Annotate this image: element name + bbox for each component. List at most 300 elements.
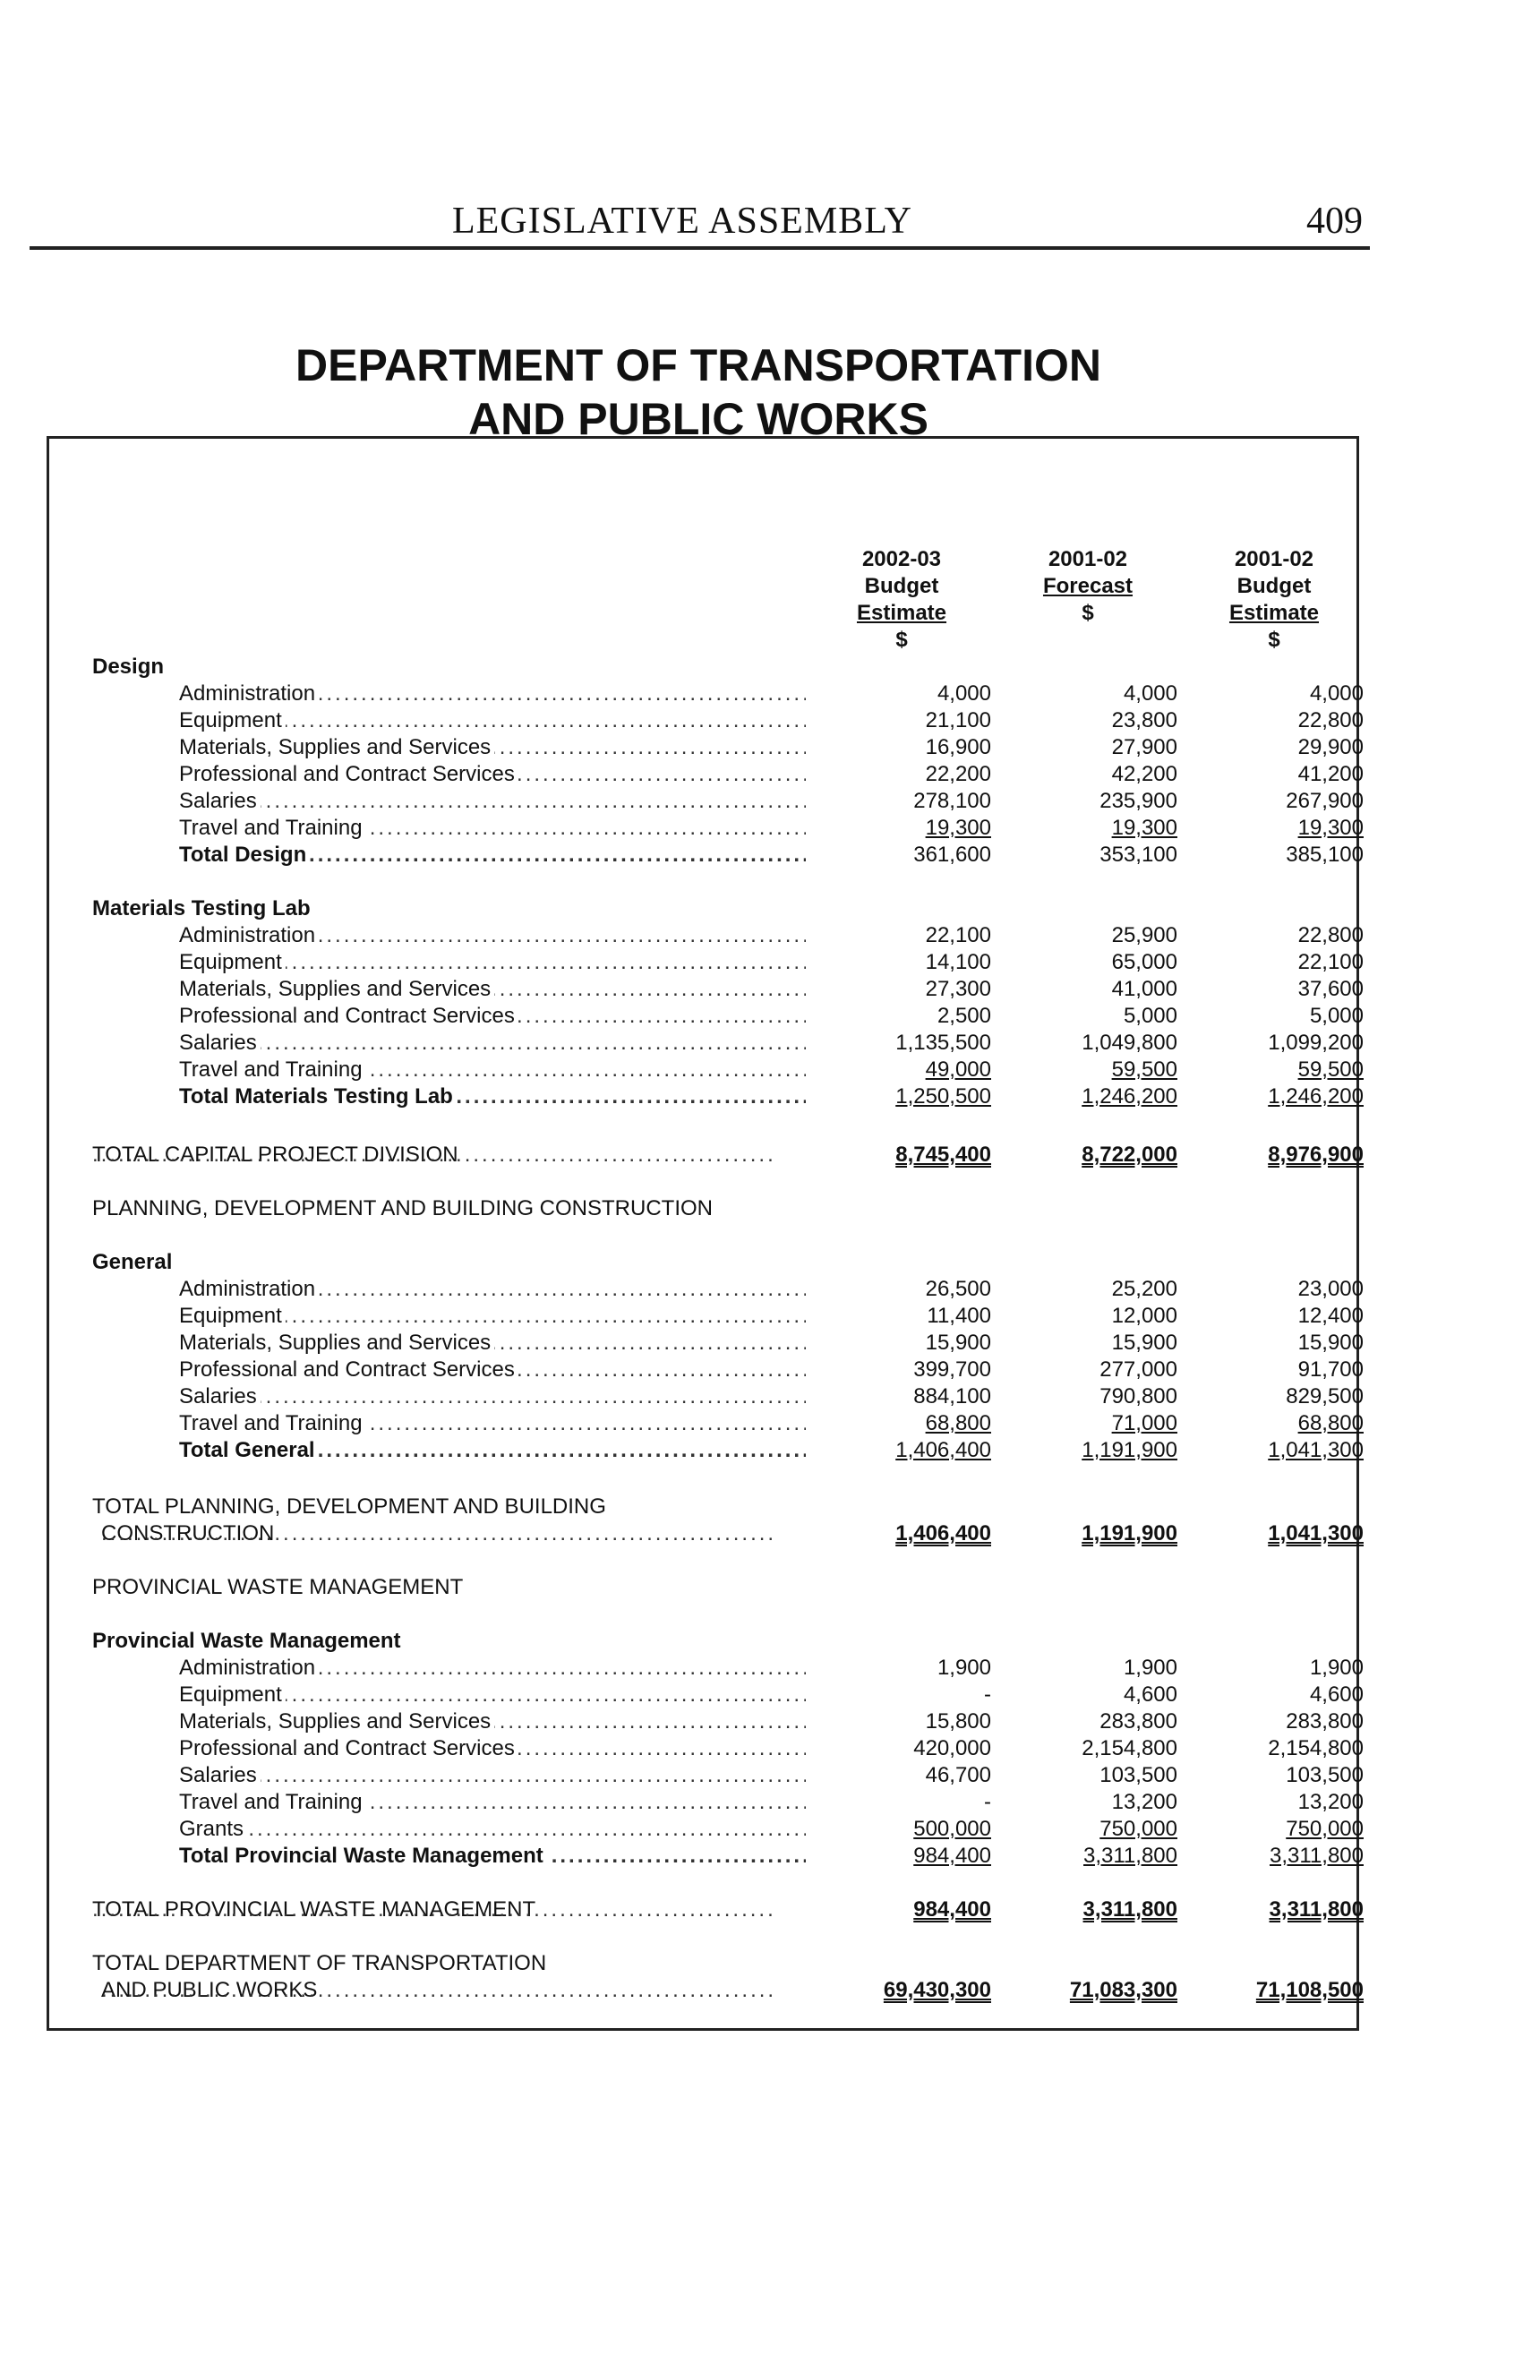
waste-row-3-value-2-text: 2,154,800 (1082, 1736, 1177, 1760)
general-total-row (49, 1437, 1364, 1464)
waste-total-row (49, 1843, 1364, 1870)
materials-row-2 (49, 976, 1364, 1003)
waste-row-6-value-3 (1211, 1816, 1364, 1843)
section-general-heading-row (49, 1249, 1356, 1276)
section-design-heading-row (49, 654, 1356, 681)
general-row-2-label: Materials, Supplies and Services (179, 1331, 494, 1355)
column-header-3-line-1: 2001-02 (1234, 547, 1314, 571)
waste-row-3-value-1-text: 420,000 (913, 1736, 991, 1760)
design-row-2 (49, 734, 1364, 761)
design-row-2-value-3 (1211, 734, 1364, 761)
waste-row-6 (49, 1816, 1364, 1843)
waste-total-row-value-1-text: 984,400 (913, 1844, 991, 1868)
planning-total-row-leader-dots (101, 1520, 773, 1547)
department-total-row-value-3 (1211, 1977, 1364, 2004)
planning-total-row-value-3-text: 1,041,300 (1268, 1521, 1364, 1545)
capital-project-total-row-label: TOTAL CAPITAL PROJECT DIVISION (92, 1143, 458, 1167)
capital-project-total-row-value-3-text: 8,976,900 (1268, 1143, 1364, 1167)
general-row-0-value-3-text: 23,000 (1297, 1277, 1364, 1301)
design-total-row (49, 842, 1364, 869)
waste-row-4-value-2 (1025, 1762, 1177, 1789)
design-row-1-value-1-text: 21,100 (925, 708, 991, 732)
general-row-1-value-3 (1211, 1303, 1364, 1330)
waste-row-0-value-1 (839, 1655, 991, 1682)
planning-total-row-label-cell (101, 1520, 773, 1547)
column-header-2-unit: $ (1082, 601, 1094, 625)
design-row-0-label: Administration (179, 681, 319, 706)
materials-row-0-label-cell (179, 922, 806, 949)
general-row-1-label: Equipment (179, 1304, 286, 1328)
general-row-4-value-1-text: 884,100 (913, 1384, 991, 1408)
design-total-row-value-1-text: 361,600 (913, 843, 991, 867)
materials-row-1-label-cell (179, 949, 806, 976)
waste-row-4 (49, 1762, 1364, 1789)
design-row-5 (49, 815, 1364, 842)
planning-total-row-value-1-text: 1,406,400 (895, 1521, 991, 1545)
design-total-row-value-3 (1211, 842, 1364, 869)
waste-row-0-value-2-text: 1,900 (1123, 1656, 1177, 1680)
design-total-row-label-cell (179, 842, 806, 869)
materials-total-row (49, 1083, 1364, 1110)
general-total-row-value-1 (839, 1437, 991, 1464)
materials-row-4-label: Salaries (179, 1031, 261, 1055)
general-total-row-value-1-text: 1,406,400 (895, 1438, 991, 1462)
design-row-5-value-1 (839, 815, 991, 842)
waste-row-6-value-2-text: 750,000 (1099, 1817, 1177, 1841)
waste-row-4-value-3 (1211, 1762, 1364, 1789)
waste-row-5-label: Travel and Training (179, 1790, 366, 1814)
design-row-2-value-1 (839, 734, 991, 761)
general-total-row-label-cell (179, 1437, 806, 1464)
department-total-row-value-2 (1025, 1977, 1177, 2004)
waste-row-0-value-1-text: 1,900 (937, 1656, 991, 1680)
materials-row-1-value-1 (839, 949, 991, 976)
waste-row-4-value-1 (839, 1762, 991, 1789)
general-row-5-value-1 (839, 1410, 991, 1437)
materials-row-5-value-2-text: 59,500 (1111, 1057, 1177, 1082)
materials-row-4-leader-dots (179, 1030, 806, 1057)
waste-division-heading: PROVINCIAL WASTE MANAGEMENT (92, 1575, 464, 1599)
design-row-4 (49, 788, 1364, 815)
design-row-0-value-3-text: 4,000 (1309, 681, 1364, 706)
design-row-4-label: Salaries (179, 789, 261, 813)
waste-management-total-row-value-2-text: 3,311,800 (1082, 1897, 1177, 1922)
general-row-4-value-2-text: 790,800 (1099, 1384, 1177, 1408)
waste-total-row-value-2-text: 3,311,800 (1083, 1844, 1177, 1868)
waste-row-0 (49, 1655, 1364, 1682)
design-row-1 (49, 707, 1364, 734)
waste-row-0-value-2 (1025, 1655, 1177, 1682)
waste-row-1-value-3-text: 4,600 (1309, 1682, 1364, 1707)
general-row-2-value-3 (1211, 1330, 1364, 1357)
general-row-1-value-2-text: 12,000 (1111, 1304, 1177, 1328)
waste-management-total-row-label-cell (92, 1896, 773, 1923)
general-row-0-label-cell (179, 1276, 806, 1303)
design-row-2-label-cell (179, 734, 806, 761)
running-head (30, 200, 1370, 250)
waste-row-5 (49, 1789, 1364, 1816)
materials-row-0-value-2 (1025, 922, 1177, 949)
page-number: 409 (1306, 201, 1363, 242)
general-row-2-value-2 (1025, 1330, 1177, 1357)
waste-row-2-value-3-text: 283,800 (1286, 1709, 1364, 1734)
waste-row-6-value-1 (839, 1816, 991, 1843)
waste-row-6-label: Grants (179, 1817, 247, 1841)
materials-row-3 (49, 1003, 1364, 1030)
waste-row-0-label-cell (179, 1655, 806, 1682)
section-materials-heading: Materials Testing Lab (92, 896, 311, 920)
department-total-row-value-2-text: 71,083,300 (1069, 1978, 1177, 2002)
column-header-3-line-2: Budget (1236, 574, 1312, 598)
waste-row-6-value-2 (1025, 1816, 1177, 1843)
general-total-row-value-3-text: 1,041,300 (1268, 1438, 1364, 1462)
general-row-0-value-2 (1025, 1276, 1177, 1303)
waste-total-row-value-1 (839, 1843, 991, 1870)
design-row-4-value-3-text: 267,900 (1286, 789, 1364, 813)
planning-total-row-value-2-text: 1,191,900 (1082, 1521, 1177, 1545)
waste-row-0-value-3-text: 1,900 (1309, 1656, 1364, 1680)
general-row-1-value-2 (1025, 1303, 1177, 1330)
design-row-1-label: Equipment (179, 708, 286, 732)
design-row-2-value-3-text: 29,900 (1297, 735, 1364, 759)
materials-row-0-label: Administration (179, 923, 319, 947)
materials-row-3-label-cell (179, 1003, 806, 1030)
department-total-line-1-row (49, 1950, 1356, 1977)
planning-division-heading: PLANNING, DEVELOPMENT AND BUILDING CONSTRUCTION (92, 1196, 713, 1220)
general-row-4-label: Salaries (179, 1384, 261, 1408)
materials-row-5 (49, 1057, 1364, 1083)
planning-total-row (49, 1520, 1364, 1547)
general-row-5 (49, 1410, 1364, 1437)
materials-row-5-label-cell (179, 1057, 806, 1083)
design-row-3-label: Professional and Contract Services (179, 762, 518, 786)
general-row-3-value-2-text: 277,000 (1099, 1357, 1177, 1382)
general-row-4-value-3-text: 829,500 (1286, 1384, 1364, 1408)
materials-row-0-value-1-text: 22,100 (925, 923, 991, 947)
department-total-row-leader-dots (101, 1977, 773, 2004)
general-row-1-value-1 (839, 1303, 991, 1330)
column-header-3-line-3: Estimate (1228, 601, 1320, 625)
waste-total-row-value-3 (1211, 1843, 1364, 1870)
planning-total-row-value-2 (1025, 1520, 1177, 1547)
planning-total-row-label: CONSTRUCTION (101, 1521, 275, 1545)
department-total-row-label: AND PUBLIC WORKS (101, 1978, 318, 2002)
waste-row-1-value-2-text: 4,600 (1123, 1682, 1177, 1707)
materials-total-row-value-2 (1025, 1083, 1177, 1110)
materials-row-4 (49, 1030, 1364, 1057)
materials-row-2-label: Materials, Supplies and Services (179, 977, 494, 1001)
materials-row-2-value-2 (1025, 976, 1177, 1003)
planning-total-line-1-row (49, 1494, 1356, 1520)
design-total-row-value-3-text: 385,100 (1286, 843, 1364, 867)
waste-row-3-value-2 (1025, 1735, 1177, 1762)
general-row-3-value-1 (839, 1357, 991, 1383)
waste-row-5-label-cell (179, 1789, 806, 1816)
waste-row-1 (49, 1682, 1364, 1708)
general-row-5-label: Travel and Training (179, 1411, 366, 1435)
general-row-0-value-2-text: 25,200 (1111, 1277, 1177, 1301)
waste-row-3-label-cell (179, 1735, 806, 1762)
materials-total-row-value-3 (1211, 1083, 1364, 1110)
estimates-table-frame (47, 436, 1364, 2031)
document-title (161, 338, 1236, 446)
general-row-5-value-2 (1025, 1410, 1177, 1437)
section-waste-heading: Provincial Waste Management (92, 1629, 401, 1653)
planning-total-line-1: TOTAL PLANNING, DEVELOPMENT AND BUILDING (92, 1494, 606, 1519)
design-row-0-value-2-text: 4,000 (1123, 681, 1177, 706)
general-row-1 (49, 1303, 1364, 1330)
general-row-0-value-1 (839, 1276, 991, 1303)
waste-management-total-row-value-1-text: 984,400 (913, 1897, 991, 1922)
materials-row-2-value-3-text: 37,600 (1297, 977, 1364, 1001)
waste-row-2-value-1 (839, 1708, 991, 1735)
general-row-5-value-1-text: 68,800 (925, 1411, 991, 1435)
materials-total-row-value-1-text: 1,250,500 (895, 1084, 991, 1109)
general-row-4-value-3 (1211, 1383, 1364, 1410)
capital-project-total-row-value-1-text: 8,745,400 (895, 1143, 991, 1167)
materials-row-1 (49, 949, 1364, 976)
design-row-1-value-2-text: 23,800 (1111, 708, 1177, 732)
waste-management-total-row-value-3 (1211, 1896, 1364, 1923)
waste-row-1-value-1-text: - (984, 1682, 991, 1707)
general-total-row-value-2 (1025, 1437, 1177, 1464)
waste-management-total-row-value-1 (839, 1896, 991, 1923)
design-row-4-value-2 (1025, 788, 1177, 815)
design-row-3-value-1 (839, 761, 991, 788)
waste-total-row-label-cell (179, 1843, 806, 1870)
materials-total-row-value-2-text: 1,246,200 (1082, 1084, 1177, 1109)
capital-project-total-row-value-2 (1025, 1142, 1177, 1169)
capital-project-total-row-label-cell (92, 1142, 773, 1169)
materials-total-row-label-cell (179, 1083, 806, 1110)
capital-project-total-row (49, 1142, 1364, 1169)
waste-row-5-value-1-text: - (984, 1790, 991, 1814)
waste-row-2-label: Materials, Supplies and Services (179, 1709, 494, 1734)
waste-row-1-label: Equipment (179, 1682, 286, 1707)
capital-project-total-row-value-3 (1211, 1142, 1364, 1169)
materials-row-3-label: Professional and Contract Services (179, 1004, 518, 1028)
materials-total-row-value-1 (839, 1083, 991, 1110)
department-total-row-label-cell (101, 1977, 773, 2004)
column-header-2-line-3: Forecast (1042, 574, 1134, 598)
capital-project-total-row-value-2-text: 8,722,000 (1082, 1143, 1177, 1167)
waste-row-5-value-3-text: 13,200 (1297, 1790, 1364, 1814)
general-row-3-label-cell (179, 1357, 806, 1383)
waste-row-6-value-3-text: 750,000 (1286, 1817, 1364, 1841)
general-row-5-value-3 (1211, 1410, 1364, 1437)
materials-row-4-label-cell (179, 1030, 806, 1057)
design-total-row-label: Total Design (179, 843, 310, 867)
waste-management-total-row-label: TOTAL PROVINCIAL WASTE MANAGEMENT (92, 1897, 536, 1922)
materials-row-2-value-3 (1211, 976, 1364, 1003)
general-row-2-label-cell (179, 1330, 806, 1357)
estimates-table (49, 439, 1364, 2028)
general-row-0-label: Administration (179, 1277, 319, 1301)
waste-management-total-row-value-3-text: 3,311,800 (1269, 1897, 1364, 1922)
column-header-1-line-2: Budget (864, 574, 939, 598)
general-row-4 (49, 1383, 1364, 1410)
column-header-1-line-1: 2002-03 (861, 547, 942, 571)
waste-row-3-value-3-text: 2,154,800 (1268, 1736, 1364, 1760)
materials-row-1-value-3 (1211, 949, 1364, 976)
design-row-5-value-2-text: 19,300 (1111, 816, 1177, 840)
section-design-heading: Design (92, 655, 165, 679)
design-row-3-value-2 (1025, 761, 1177, 788)
waste-row-5-value-2 (1025, 1789, 1177, 1816)
materials-row-3-value-1-text: 2,500 (937, 1004, 991, 1028)
materials-row-2-label-cell (179, 976, 806, 1003)
waste-row-4-value-1-text: 46,700 (925, 1763, 991, 1787)
design-row-4-label-cell (179, 788, 806, 815)
general-row-2-value-1-text: 15,900 (925, 1331, 991, 1355)
design-row-3-label-cell (179, 761, 806, 788)
column-header-2-line-2: 2001-02 (1048, 547, 1128, 571)
design-row-3-value-1-text: 22,200 (925, 762, 991, 786)
materials-row-5-value-2 (1025, 1057, 1177, 1083)
materials-row-3-value-3 (1211, 1003, 1364, 1030)
design-row-5-label: Travel and Training (179, 816, 366, 840)
department-total-line-1: TOTAL DEPARTMENT OF TRANSPORTATION (92, 1951, 547, 1975)
document-title-line-2: AND PUBLIC WORKS (468, 394, 928, 444)
general-row-3-value-3 (1211, 1357, 1364, 1383)
waste-total-row-label: Total Provincial Waste Management (179, 1844, 547, 1868)
design-row-1-value-3-text: 22,800 (1297, 708, 1364, 732)
design-row-5-value-3-text: 19,300 (1297, 816, 1364, 840)
materials-row-4-value-1 (839, 1030, 991, 1057)
waste-row-1-label-cell (179, 1682, 806, 1708)
general-row-1-label-cell (179, 1303, 806, 1330)
department-total-row (49, 1977, 1364, 2004)
design-row-2-value-2 (1025, 734, 1177, 761)
general-total-row-value-3 (1211, 1437, 1364, 1464)
waste-management-total-row-value-2 (1025, 1896, 1177, 1923)
general-row-5-label-cell (179, 1410, 806, 1437)
waste-row-4-value-2-text: 103,500 (1099, 1763, 1177, 1787)
materials-row-2-value-1-text: 27,300 (925, 977, 991, 1001)
general-row-1-value-1-text: 11,400 (927, 1304, 991, 1328)
waste-row-2-value-2 (1025, 1708, 1177, 1735)
waste-row-5-value-3 (1211, 1789, 1364, 1816)
waste-row-1-value-1 (839, 1682, 991, 1708)
column-header-1 (812, 546, 991, 654)
general-row-1-value-3-text: 12,400 (1297, 1304, 1364, 1328)
waste-management-total-row-leader-dots (92, 1896, 773, 1923)
waste-row-3-value-1 (839, 1735, 991, 1762)
waste-row-1-value-2 (1025, 1682, 1177, 1708)
materials-row-2-value-2-text: 41,000 (1111, 977, 1177, 1001)
waste-row-1-value-3 (1211, 1682, 1364, 1708)
general-row-0-value-3 (1211, 1276, 1364, 1303)
materials-row-5-value-1 (839, 1057, 991, 1083)
general-row-4-leader-dots (179, 1383, 806, 1410)
general-row-0 (49, 1276, 1364, 1303)
waste-row-3 (49, 1735, 1364, 1762)
materials-row-1-value-1-text: 14,100 (925, 950, 991, 974)
materials-row-4-value-3-text: 1,099,200 (1268, 1031, 1364, 1055)
capital-project-total-row-value-1 (839, 1142, 991, 1169)
design-row-4-value-3 (1211, 788, 1364, 815)
department-total-row-value-3-text: 71,108,500 (1255, 1978, 1364, 2002)
planning-division-heading-row (49, 1195, 1356, 1222)
department-total-row-value-1 (839, 1977, 991, 2004)
general-row-4-value-1 (839, 1383, 991, 1410)
waste-row-2 (49, 1708, 1364, 1735)
general-row-2 (49, 1330, 1364, 1357)
general-total-row-label: Total General (179, 1438, 319, 1462)
design-row-3-value-3 (1211, 761, 1364, 788)
column-header-1-unit: $ (895, 628, 908, 652)
capital-project-total-row-leader-dots (92, 1142, 773, 1169)
design-row-4-value-1 (839, 788, 991, 815)
design-total-row-value-2-text: 353,100 (1099, 843, 1177, 867)
design-row-0-value-1 (839, 681, 991, 707)
column-header-3 (1185, 546, 1364, 654)
general-row-5-value-2-text: 71,000 (1111, 1411, 1177, 1435)
general-total-row-value-2-text: 1,191,900 (1082, 1438, 1177, 1462)
general-row-5-value-3-text: 68,800 (1297, 1411, 1364, 1435)
waste-row-5-value-2-text: 13,200 (1111, 1790, 1177, 1814)
waste-row-6-label-cell (179, 1816, 806, 1843)
waste-division-heading-row (49, 1574, 1356, 1601)
materials-row-4-value-2-text: 1,049,800 (1082, 1031, 1177, 1055)
column-header-1-line-3: Estimate (856, 601, 947, 625)
design-row-3-value-2-text: 42,200 (1111, 762, 1177, 786)
design-row-1-value-3 (1211, 707, 1364, 734)
materials-row-1-label: Equipment (179, 950, 286, 974)
general-row-2-value-3-text: 15,900 (1297, 1331, 1364, 1355)
materials-row-3-value-1 (839, 1003, 991, 1030)
design-row-5-value-3 (1211, 815, 1364, 842)
design-row-0-value-1-text: 4,000 (937, 681, 991, 706)
column-header-3-unit: $ (1268, 628, 1280, 652)
design-row-5-label-cell (179, 815, 806, 842)
design-row-0-label-cell (179, 681, 806, 707)
materials-row-4-value-1-text: 1,135,500 (895, 1031, 991, 1055)
design-row-2-value-2-text: 27,900 (1111, 735, 1177, 759)
design-row-0 (49, 681, 1364, 707)
materials-row-1-value-3-text: 22,100 (1297, 950, 1364, 974)
materials-row-3-value-3-text: 5,000 (1309, 1004, 1364, 1028)
materials-row-4-value-3 (1211, 1030, 1364, 1057)
materials-row-0-value-1 (839, 922, 991, 949)
general-row-2-value-2-text: 15,900 (1111, 1331, 1177, 1355)
waste-row-2-value-2-text: 283,800 (1099, 1709, 1177, 1734)
waste-row-2-value-3 (1211, 1708, 1364, 1735)
waste-row-2-label-cell (179, 1708, 806, 1735)
general-row-3-value-1-text: 399,700 (913, 1357, 991, 1382)
waste-total-row-value-2 (1025, 1843, 1177, 1870)
waste-row-4-value-3-text: 103,500 (1286, 1763, 1364, 1787)
design-row-3 (49, 761, 1364, 788)
design-row-5-value-1-text: 19,300 (925, 816, 991, 840)
design-row-5-value-2 (1025, 815, 1177, 842)
general-row-3 (49, 1357, 1364, 1383)
materials-row-2-value-1 (839, 976, 991, 1003)
materials-row-1-value-2-text: 65,000 (1111, 950, 1177, 974)
materials-row-0-value-3 (1211, 922, 1364, 949)
section-waste-heading-row (49, 1628, 1356, 1655)
materials-total-row-label: Total Materials Testing Lab (179, 1084, 457, 1109)
general-row-0-value-1-text: 26,500 (925, 1277, 991, 1301)
materials-row-5-value-3-text: 59,500 (1297, 1057, 1364, 1082)
planning-total-row-value-3 (1211, 1520, 1364, 1547)
design-row-2-value-1-text: 16,900 (925, 735, 991, 759)
waste-row-4-leader-dots (179, 1762, 806, 1789)
waste-total-row-value-3-text: 3,311,800 (1270, 1844, 1364, 1868)
section-general-heading: General (92, 1250, 173, 1274)
general-row-4-label-cell (179, 1383, 806, 1410)
design-row-1-value-1 (839, 707, 991, 734)
